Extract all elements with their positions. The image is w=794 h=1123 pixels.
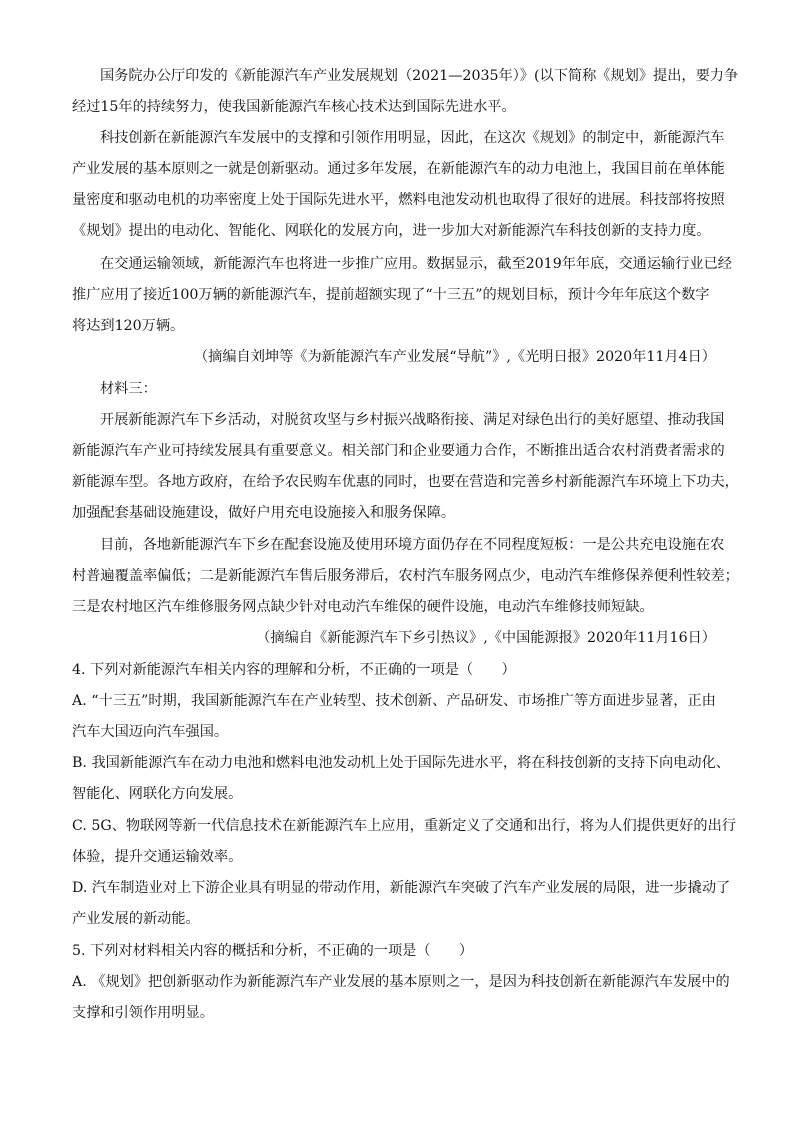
question-4-option-a-line-1: A. “十三五”时期，我国新能源汽车在产业转型、技术创新、产品研发、市场推广等方面进步显著，正由 [72,693,716,709]
source-citation-1: （摘编自刘坤等《为新能源汽车产业发展“导航”》,《光明日报》2020年11月4日） [193,349,716,365]
paragraph-2-line-1: 科技创新在新能源汽车发展中的支撑和引领作用明显，因此，在这次《规划》的制定中，新能源汽车 [100,130,725,146]
paragraph-1-line-1: 国务院办公厅印发的《新能源汽车产业发展规划（2021—2035年）》(以下简称《规划》提出，要力争 [100,68,739,84]
paragraph-2-line-4: 《规划》提出的电动化、智能化、网联化的发展方向，进一步加大对新能源汽车科技创新的支持力度。 [72,223,711,239]
paragraph-2-line-3: 量密度和驱动电机的功率密度上处于国际先进水平，燃料电池发动机也取得了很好的进展。科技部将按照 [72,192,725,208]
material-3-paragraph-2-line-1: 目前，各地新能源汽车下乡在配套设施及使用环境方面仍存在不同程度短板：一是公共充电设施在农 [100,537,725,553]
question-4-option-a-line-2: 汽车大国迈向汽车强国。 [72,724,229,740]
material-3-paragraph-1-line-1: 开展新能源汽车下乡活动，对脱贫攻坚与乡村振兴战略衔接、满足对绿色出行的美好愿望、推动我国 [100,412,725,428]
question-5-option-a-line-2: 支撑和引领作用明显。 [72,1005,214,1021]
question-5-option-a-line-1: A. 《规划》把创新驱动作为新能源汽车产业发展的基本原则之一，是因为科技创新在新能源汽车发展中的 [72,974,730,990]
paragraph-2-line-2: 产业发展的基本原则之一就是创新驱动。通过多年发展，在新能源汽车的动力电池上，我国目前在单体能 [72,161,725,177]
question-4-option-d-line-1: D. 汽车制造业对上下游企业具有明显的带动作用，新能源汽车突破了汽车产业发展的局限，进一步撬动了 [72,880,731,896]
paragraph-3-line-3: 将达到120万辆。 [72,318,185,334]
material-3-paragraph-2-line-2: 村普遍覆盖率偏低；二是新能源汽车售后服务滞后，农村汽车服务网点少，电动汽车维修保养便利性较差； [72,568,739,584]
material-3-paragraph-1-line-2: 新能源汽车产业可持续发展具有重要意义。相关部门和企业要通力合作，不断推出适合农村消费者需求的 [72,443,725,459]
material-3-paragraph-2-line-3: 三是农村地区汽车维修服务网点缺少针对电动汽车维保的硬件设施，电动汽车维修技师短缺。 [72,599,654,615]
paragraph-3-line-2: 推广应用了接近100万辆的新能源汽车，提前超额实现了“十三五”的规划目标，预计今年年底这个数字 [72,287,710,303]
question-4-option-b-line-1: B. 我国新能源汽车在动力电池和燃料电池发动机上处于国际先进水平，将在科技创新的支持下向电动化、 [72,755,730,771]
material-3-heading: 材料三： [100,381,157,397]
question-4-option-b-line-2: 智能化、网联化方向发展。 [72,786,243,802]
material-3-paragraph-1-line-3: 新能源车型。各地方政府，在给予农民购车优惠的同时，也要在营造和完善乡村新能源汽车环境上下功夫， [72,474,739,490]
question-4-option-c-line-1: C. 5G、物联网等新一代信息技术在新能源汽车上应用，重新定义了交通和出行，将为人们提供更好的出行 [72,818,736,834]
source-citation-2: （摘编自《新能源汽车下乡引热议》,《中国能源报》2020年11月16日） [256,630,716,646]
question-5-stem: 5. 下列对材料相关内容的概括和分析，不正确的一项是（ ） [72,943,474,959]
material-3-paragraph-1-line-4: 加强配套基础设施建设，做好户用充电设施接入和服务保障。 [72,505,456,521]
paragraph-3-line-1: 在交通运输领域，新能源汽车也将进一步推广应用。数据显示，截至2019年年底，交通运输行业已经 [100,256,732,272]
question-4-option-c-line-2: 体验，提升交通运输效率。 [72,849,243,865]
question-4-stem: 4. 下列对新能源汽车相关内容的理解和分析，不正确的一项是（ ） [72,662,516,678]
paragraph-1-line-2: 经过15年的持续努力，使我国新能源汽车核心技术达到国际先进水平。 [72,99,516,115]
question-4-option-d-line-2: 产业发展的新动能。 [72,911,200,927]
